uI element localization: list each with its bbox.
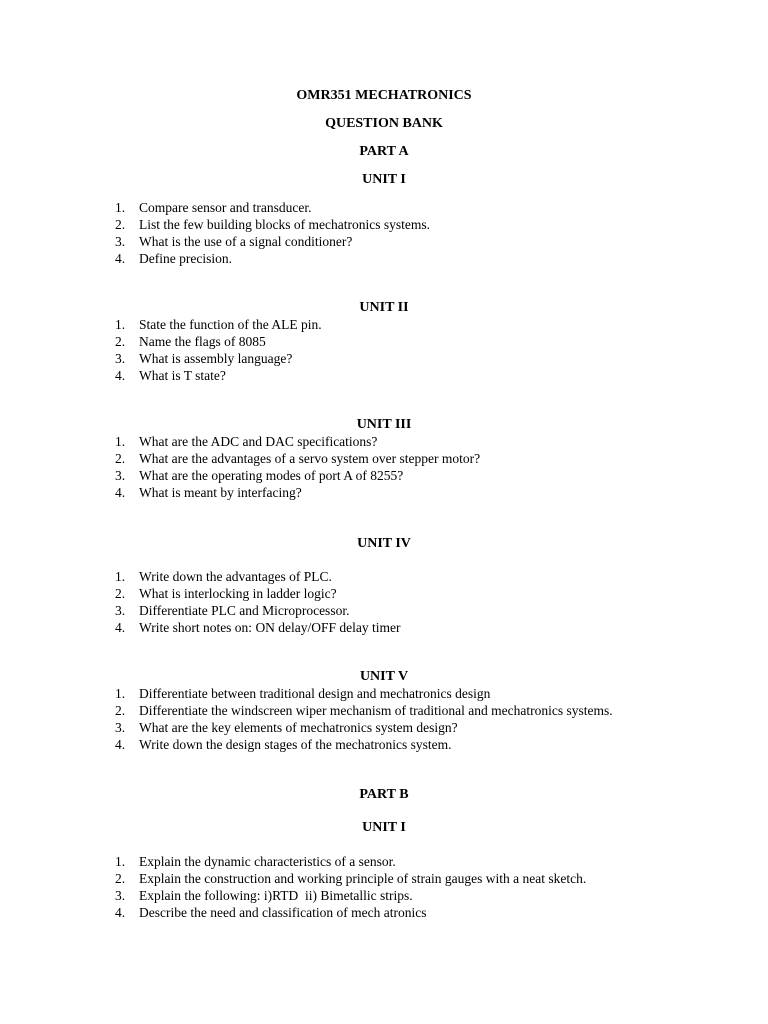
question-text: Write down the design stages of the mechatronics system. [139,737,452,752]
part-a-unit-3-questions [112,433,732,501]
question-number: 4. [115,485,126,500]
question-number: 1. [115,434,126,449]
question-item [112,853,732,870]
question-item [112,350,732,367]
question-text: Describe the need and classification of mech atronics [139,905,427,920]
part-a-unit-1-questions [112,199,732,267]
question-text: Explain the dynamic characteristics of a sensor. [139,854,396,869]
question-number: 3. [115,234,126,249]
question-text: State the function of the ALE pin. [139,317,322,332]
question-number: 4. [115,905,126,920]
question-text: Compare sensor and transducer. [139,200,312,215]
question-number: 2. [115,871,126,886]
question-text: Explain the following: i)RTD ii) Bimetallic strips. [139,888,413,903]
question-text: Differentiate PLC and Microprocessor. [139,603,350,618]
question-text: What are the ADC and DAC specifications? [139,434,378,449]
part-b-heading: PART B [359,787,409,802]
question-item [112,433,732,450]
question-number: 3. [115,603,126,618]
question-item [112,216,732,233]
question-item [112,199,732,216]
question-item [112,316,732,333]
question-number: 4. [115,620,126,635]
question-number: 4. [115,737,126,752]
question-text: Write down the advantages of PLC. [139,569,332,584]
question-text: Differentiate between traditional design and mechatronics design [139,686,491,701]
part-a-unit-2-heading: UNIT II [359,300,409,315]
question-number: 1. [115,854,126,869]
question-item [112,568,732,585]
part-a-unit-1-heading: UNIT I [362,172,406,187]
question-text: What is meant by interfacing? [139,485,302,500]
question-item [112,467,732,484]
question-item [112,602,732,619]
question-text: What are the advantages of a servo system over stepper motor? [139,451,481,466]
question-number: 3. [115,720,126,735]
part-a-unit-4-questions [112,568,732,636]
question-item [112,702,732,719]
question-number: 2. [115,217,126,232]
question-number: 2. [115,334,126,349]
question-item [112,333,732,350]
question-text: Name the flags of 8085 [139,334,266,349]
question-item [112,250,732,267]
question-text: Explain the construction and working principle of strain gauges with a neat sketch. [139,871,587,886]
question-item [112,870,732,887]
question-number: 2. [115,451,126,466]
question-text: What is T state? [139,368,226,383]
question-number: 4. [115,368,126,383]
question-text: Differentiate the windscreen wiper mechanism of traditional and mechatronics systems. [139,703,613,718]
question-text: Define precision. [139,251,232,266]
question-item [112,367,732,384]
question-item [112,887,732,904]
question-number: 4. [115,251,126,266]
document-title: OMR351 MECHATRONICS [296,88,472,103]
question-item [112,484,732,501]
part-a-unit-4-heading: UNIT IV [357,536,411,551]
question-item [112,450,732,467]
question-item [112,233,732,250]
question-number: 3. [115,351,126,366]
question-text: What is assembly language? [139,351,293,366]
question-item [112,619,732,636]
question-number: 3. [115,888,126,903]
part-b-unit-1-heading: UNIT I [362,820,406,835]
part-a-unit-3-heading: UNIT III [356,417,412,432]
question-number: 2. [115,703,126,718]
part-a-unit-5-questions [112,685,732,753]
document-subtitle: QUESTION BANK [325,116,443,131]
question-number: 1. [115,686,126,701]
question-item [112,719,732,736]
question-number: 1. [115,317,126,332]
question-item [112,585,732,602]
part-a-heading: PART A [359,144,409,159]
question-text: What is the use of a signal conditioner? [139,234,353,249]
question-number: 1. [115,200,126,215]
question-text: What are the operating modes of port A of 8255? [139,468,404,483]
part-a-unit-5-heading: UNIT V [359,669,409,684]
question-number: 1. [115,569,126,584]
question-item [112,736,732,753]
question-text: What are the key elements of mechatronics system design? [139,720,458,735]
question-text: What is interlocking in ladder logic? [139,586,337,601]
question-item [112,904,732,921]
question-text: List the few building blocks of mechatronics systems. [139,217,430,232]
question-number: 2. [115,586,126,601]
part-a-unit-2-questions [112,316,732,384]
question-text: Write short notes on: ON delay/OFF delay timer [139,620,401,635]
question-number: 3. [115,468,126,483]
part-b-unit-1-questions [112,853,732,921]
question-item [112,685,732,702]
